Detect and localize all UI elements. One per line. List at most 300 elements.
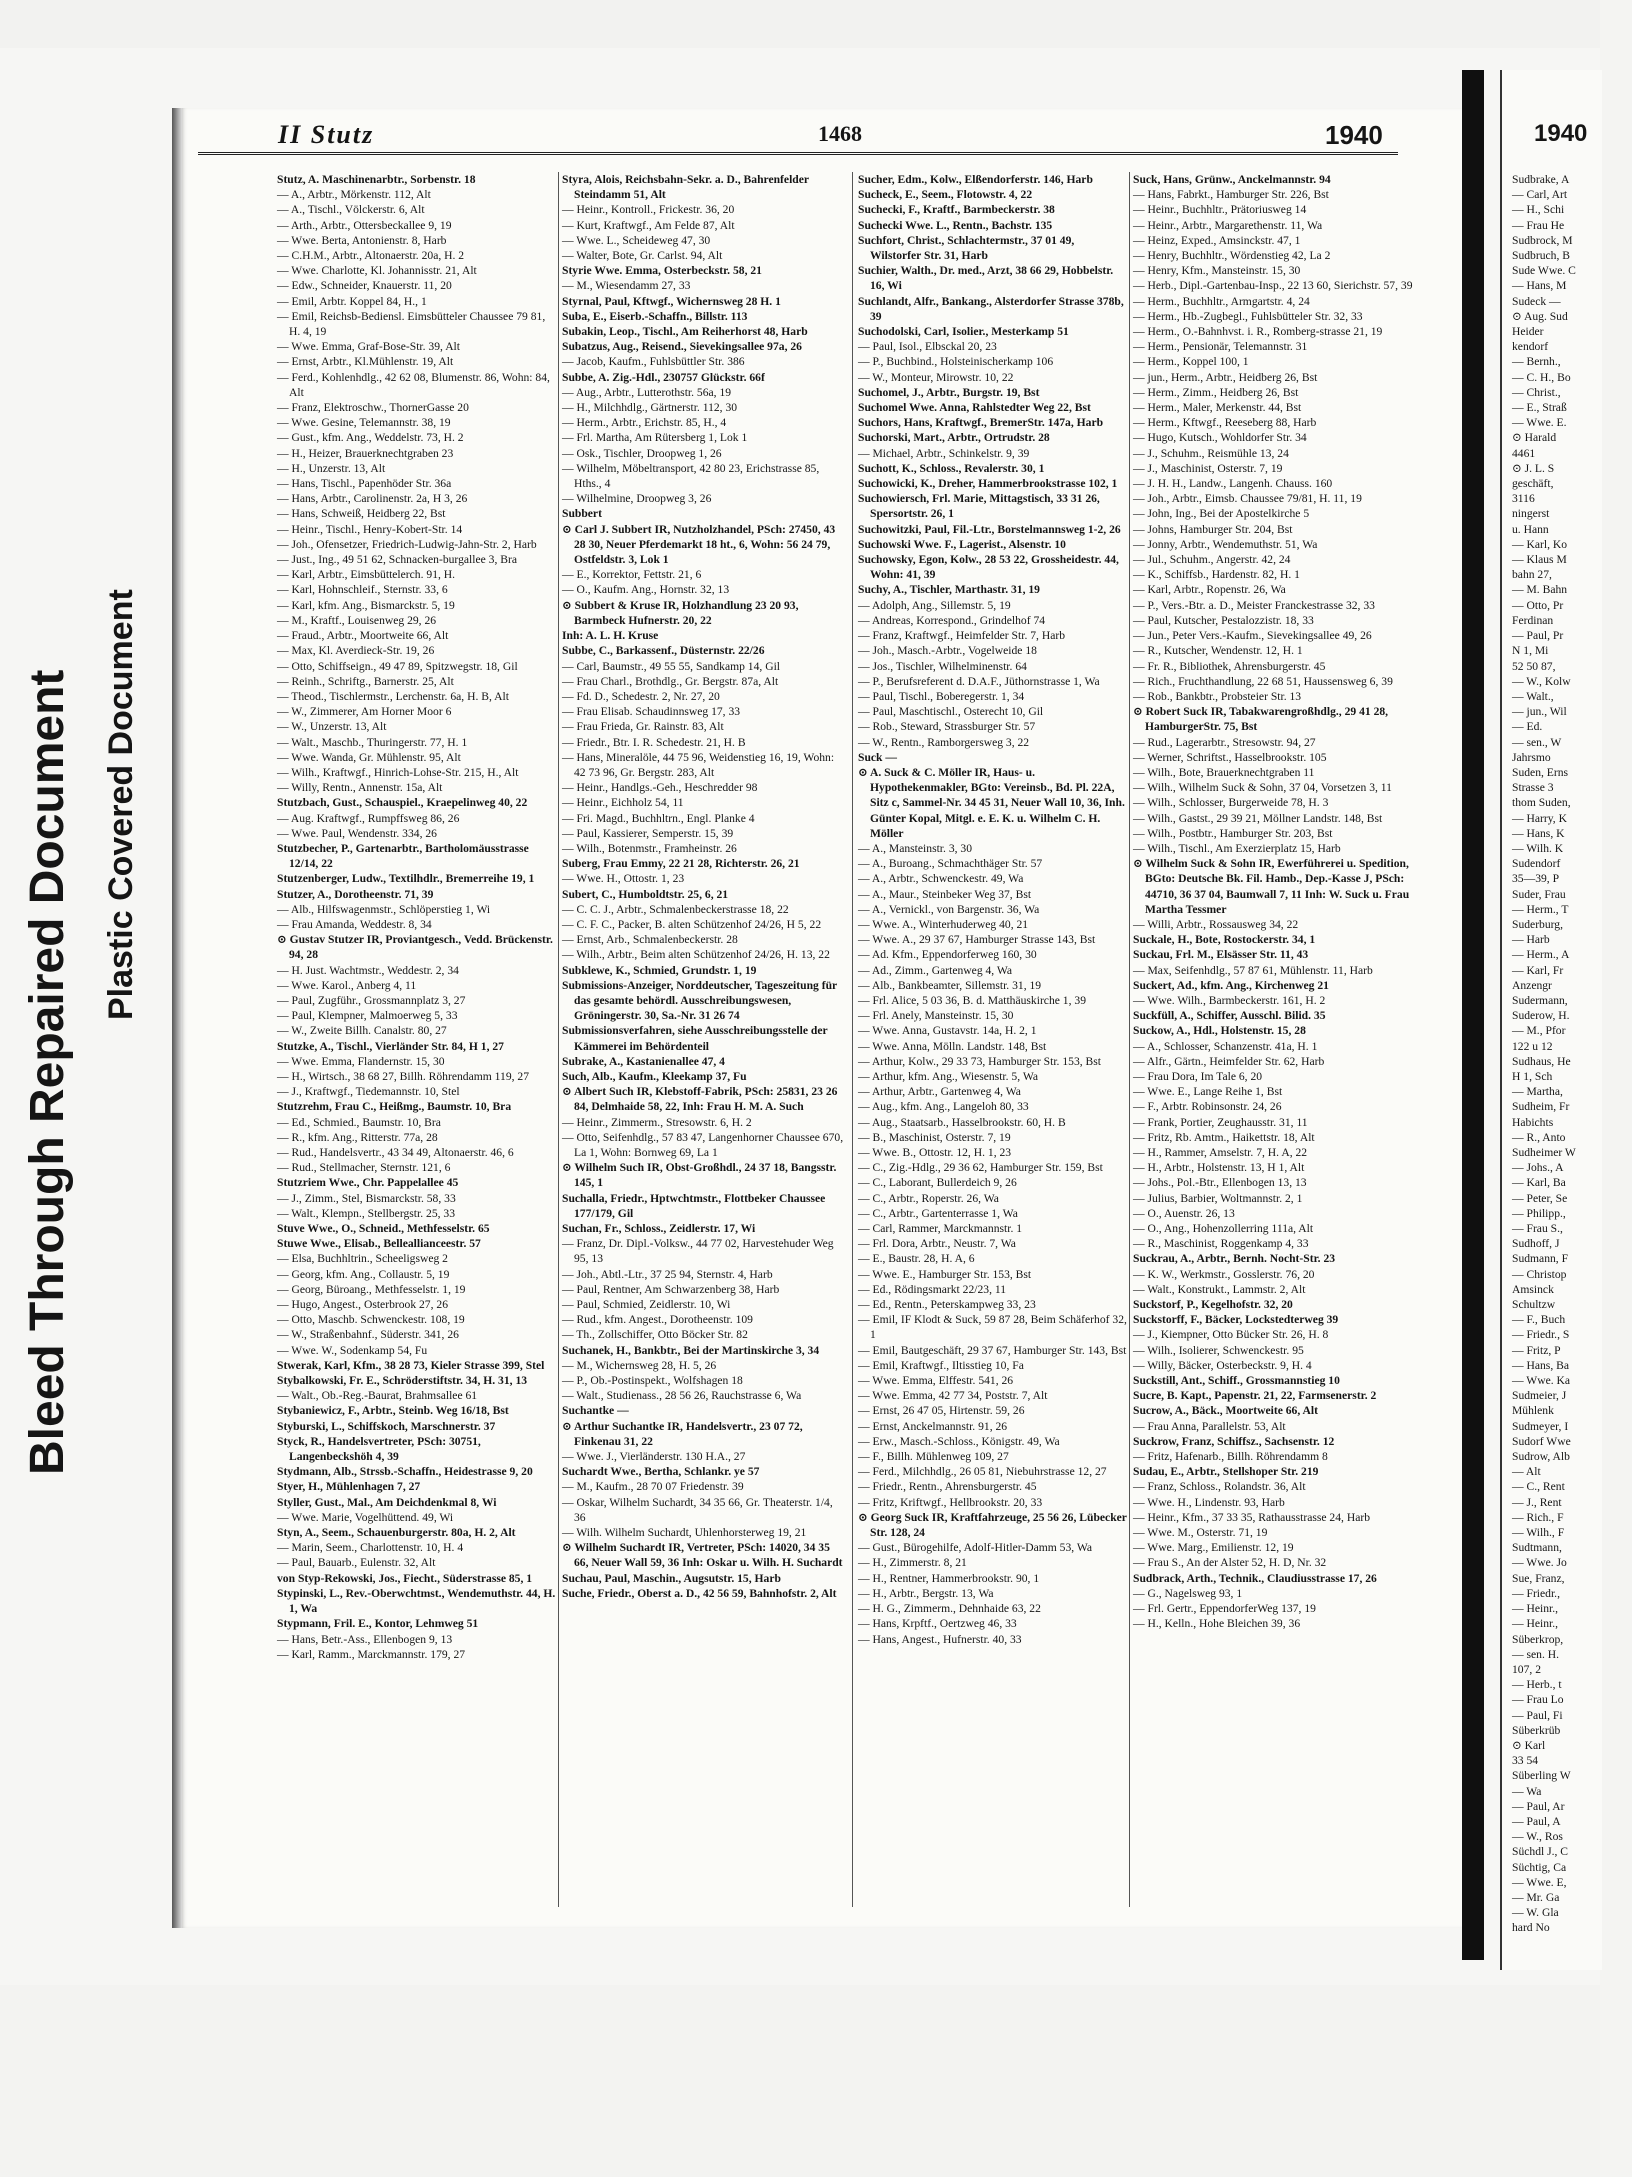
directory-entry: — Hans, Fabrkt., Hamburger Str. 226, Bst (1133, 188, 1329, 202)
directory-entry: — Friedr., Rentn., Ahrensburgerstr. 45 (858, 1480, 1037, 1494)
directory-entry: — Heinr., Kontroll., Frickestr. 36, 20 (562, 203, 735, 217)
directory-entry: — Joh., Arbtr., Eimsb. Chaussee 79/81, H. 11, 19 (1133, 492, 1362, 506)
next-page-entry: — Philipp., (1512, 1206, 1566, 1220)
directory-entry: — Herm., Arbtr., Erichstr. 85, H., 4 (562, 416, 727, 430)
directory-entry: — Werner, Schriftst., Hasselbrookstr. 105 (1133, 750, 1327, 764)
directory-entry: — Reinh., Schriftg., Barnerstr. 25, Alt (277, 674, 454, 688)
directory-entry: — Fraud., Arbtr., Moortweite 66, Alt (277, 629, 449, 643)
directory-entry: — Wilh., Isolierer, Schwenckestr. 95 (1133, 1343, 1304, 1357)
directory-entry: — Wwe. H., Lindenstr. 93, Harb (1133, 1495, 1285, 1509)
directory-entry: — Walt., Klempn., Stellbergstr. 25, 33 (277, 1206, 456, 1220)
directory-entry: — Aug., Arbtr., Lutterothstr. 56a, 19 (562, 385, 732, 399)
next-page-entry: geschäft, (1512, 477, 1554, 491)
directory-entry: — Wilh., Tischl., Am Exerzierplatz 15, Harb (1133, 841, 1341, 855)
directory-entry: — Adolph, Ang., Sillemstr. 5, 19 (858, 598, 1011, 612)
directory-entry: — Hugo, Kutsch., Wohldorfer Str. 34 (1133, 431, 1307, 445)
directory-entry: — Wwe. Emma, Flandernstr. 15, 30 (277, 1054, 445, 1068)
directory-entry: — Fritz, Kriftwgf., Hellbrookstr. 20, 33 (858, 1495, 1043, 1509)
directory-entry: — Edw., Schneider, Knauerstr. 11, 20 (277, 279, 452, 293)
next-page-entry: — Wilh., F (1512, 1526, 1565, 1540)
directory-entry: — Rud., Handelsvertr., 43 34 49, Altonaerstr. 46, 6 (277, 1146, 514, 1159)
directory-entry: — Frau Charl., Brothdlg., Gr. Bergstr. 87a, Alt (562, 674, 779, 688)
directory-entry: Styburski, L., Schiffskoch, Marschnerstr. 37 (277, 1419, 496, 1433)
column-divider (558, 172, 559, 1907)
next-page-entry: — Klaus M (1512, 553, 1567, 567)
directory-entry: — Willi, Arbtr., Rossausweg 34, 22 (1133, 917, 1299, 931)
directory-entry: von Styp-Rekowski, Jos., Fiecht., Süderstrasse 85, 1 (277, 1571, 533, 1585)
directory-entry: — Emil, Reichsb-Bediensl. Eimsbütteler Chaussee 79 81, H. 4, 19 (277, 309, 546, 339)
directory-entry: — Wilh., Kraftwgf., Hinrich-Lohse-Str. 215, H., Alt (277, 765, 519, 779)
next-page-entry: — Hans, Ba (1512, 1358, 1569, 1372)
directory-entry: — H., Milchhdlg., Gärtnerstr. 112, 30 (562, 401, 738, 415)
directory-entry: Stutzer, A., Dorotheenstr. 71, 39 (277, 887, 434, 901)
directory-entry: Subbe, C., Barkassenf., Düsternstr. 22/26 (562, 644, 765, 658)
next-page-entry: — E., Straß (1512, 401, 1567, 415)
side-labels (0, 260, 175, 1475)
next-page-entry: Jahrsmo (1512, 750, 1551, 764)
next-page-entry: thom Suden, (1512, 796, 1571, 810)
directory-entry: — E., Baustr. 28, H. A, 6 (858, 1252, 975, 1266)
directory-entry: — Paul, Schmied, Zeidlerstr. 10, Wi (562, 1298, 731, 1312)
directory-entry: — A., Buroang., Schmachthäger Str. 57 (858, 857, 1043, 871)
directory-entry: — Henry, Kfm., Mansteinstr. 15, 30 (1133, 264, 1301, 278)
directory-entry: — Franz, Elektroschw., ThornerGasse 20 (277, 401, 469, 415)
directory-entry: Styra, Alois, Reichsbahn-Sekr. a. D., Bahrenfelder Steindamm 51, Alt (562, 173, 809, 202)
next-page-entry: Sudmann, F (1512, 1252, 1569, 1266)
directory-entry: Suchowitzki, Paul, Fil.-Ltr., Borstelmannsweg 1-2, 26 (858, 522, 1121, 536)
directory-entry: — Frl. Gertr., EppendorferWeg 137, 19 (1133, 1602, 1316, 1616)
directory-column-1 (277, 172, 557, 1907)
directory-entry: — Herm., Kftwgf., Reeseberg 88, Harb (1133, 416, 1317, 430)
next-page-entry: Sudtmann, (1512, 1541, 1562, 1555)
next-page-entry: — Herb., t (1512, 1678, 1562, 1692)
directory-entry: — A., Maur., Steinbeker Weg 37, Bst (858, 887, 1032, 901)
directory-entry: ⊙ Wilhelm Such IR, Obst-Großhdl., 24 37 18, Bangsstr. 145, 1 (562, 1161, 837, 1190)
directory-entry: — Wwe. Berta, Antonienstr. 8, Harb (277, 233, 447, 247)
directory-entry: — M., Wiesendamm 27, 33 (562, 279, 691, 293)
directory-entry: Subatzus, Aug., Reisend., Sievekingsallee 97a, 26 (562, 340, 802, 354)
directory-entry: — Heinr., Zimmerm., Stresowstr. 6, H. 2 (562, 1115, 752, 1129)
directory-entry: — Johs., Pol.-Btr., Ellenbogen 13, 13 (1133, 1176, 1307, 1190)
directory-entry: — A., Mansteinstr. 3, 30 (858, 841, 973, 855)
next-page-entry: — Karl, Ba (1512, 1176, 1566, 1190)
directory-entry: ⊙ A. Suck & C. Möller IR, Haus- u. Hypothekenmakler, BGto: Vereinsb., Bd. Pl. 22A, Sitz c, Sammel-Nr. 34 45 31, Neuer Wall 10, 36, Inh. Günter Kopal, Mitgl. e. E. K. u. Wilhelm C. H. Möller (858, 765, 1125, 840)
directory-entry: — Wwe. Anna, Mölln. Landstr. 148, Bst (858, 1039, 1047, 1053)
directory-entry: — Joh., Abtl.-Ltr., 37 25 94, Sternstr. 4, Harb (562, 1267, 773, 1281)
directory-entry: — Paul, Kutscher, Pestalozzistr. 18, 33 (1133, 613, 1314, 627)
directory-entry: — Walt., Ob.-Reg.-Baurat, Brahmsallee 61 (277, 1389, 478, 1403)
directory-entry: — Aug., Staatsarb., Hasselbrookstr. 60, H. B (858, 1115, 1066, 1129)
directory-entry: — F., Billh. Mühlenweg 109, 27 (858, 1450, 1009, 1464)
next-page-column (1512, 172, 1632, 1935)
next-page-entry: — Christ., (1512, 385, 1561, 399)
directory-entry: — Herm., O.-Bahnhvst. i. R., Romberg-strasse 21, 19 (1133, 325, 1383, 339)
directory-entry: — H., Rammer, Amselstr. 7, H. A, 22 (1133, 1146, 1308, 1159)
directory-entry: Suchanek, H., Bankbtr., Bei der Martinskirche 3, 34 (562, 1343, 820, 1357)
next-page-entry: Habichts (1512, 1115, 1554, 1129)
plastic-covered-label: Plastic Covered Document (102, 589, 140, 1020)
directory-entry: — Kurt, Kraftwgf., Am Felde 87, Alt (562, 218, 735, 232)
directory-entry: — Wwe. B., Ottostr. 12, H. 1, 23 (858, 1146, 1012, 1159)
directory-entry: — P., Ob.-Postinspekt., Wolfshagen 18 (562, 1374, 743, 1388)
directory-entry: Suckale, H., Bote, Rostockerstr. 34, 1 (1133, 933, 1316, 947)
next-page-entry: — R., Anto (1512, 1130, 1566, 1144)
next-page-entry: — Herm., T (1512, 902, 1569, 916)
next-page-entry: Sudhaus, He (1512, 1054, 1571, 1068)
directory-entry: Suchy, A., Tischler, Marthastr. 31, 19 (858, 583, 1040, 597)
directory-entry: — Ad. Kfm., Eppendorferweg 160, 30 (858, 948, 1037, 962)
next-page-entry: — Hans, K (1512, 826, 1565, 840)
next-page-entry: — sen. H. (1512, 1647, 1560, 1661)
directory-entry: — Wwe. Wanda, Gr. Mühlenstr. 95, Alt (277, 750, 461, 764)
column-divider (1129, 172, 1130, 1907)
next-page-entry: Sudeck — (1512, 294, 1561, 308)
directory-entry: — C. F. C., Packer, B. alten Schützenhof 24/26, H 5, 22 (562, 917, 822, 931)
directory-entry: — P., Buchbind., Holsteinischerkamp 106 (858, 355, 1054, 369)
directory-entry: — H., Arbtr., Holstenstr. 13, H 1, Alt (1133, 1161, 1305, 1175)
directory-entry: — Rud., kfm. Angest., Dorotheenstr. 109 (562, 1313, 753, 1327)
directory-entry: — H. Just. Wachtmstr., Weddestr. 2, 34 (277, 963, 459, 977)
directory-entry: — Herm., Koppel 100, 1 (1133, 355, 1249, 369)
directory-entry: — Ernst, Arb., Schmalenbeckerstr. 28 (562, 933, 738, 947)
directory-entry: Suchlandt, Alfr., Bankang., Alsterdorfer Strasse 378b, 39 (858, 294, 1124, 323)
directory-entry: Suckstorf, P., Kegelhofstr. 32, 20 (1133, 1298, 1293, 1312)
next-page-entry: 107, 2 (1512, 1662, 1541, 1676)
scan-top-margin (0, 0, 1600, 48)
next-page-entry: — F., Buch (1512, 1313, 1566, 1327)
directory-entry: ⊙ Robert Suck IR, Tabakwarengroßhdlg., 29 41 28, HamburgerStr. 75, Bst (1133, 705, 1389, 734)
directory-entry: — Jacob, Kaufm., Fuhlsbüttler Str. 386 (562, 355, 745, 369)
directory-entry: Submissionsverfahren, siehe Ausschreibungsstelle der Kämmerei im Behördenteil (562, 1024, 828, 1053)
next-page-entry: — Wa (1512, 1784, 1542, 1798)
directory-entry: — K. W., Werkmstr., Gosslerstr. 76, 20 (1133, 1267, 1315, 1281)
directory-entry: Suchodolski, Carl, Isolier., Mesterkamp 51 (858, 325, 1069, 339)
directory-entry: — Wwe. Marie, Vogelhüttend. 49, Wi (277, 1510, 454, 1524)
directory-entry: — R., Kutscher, Wendenstr. 12, H. 1 (1133, 644, 1303, 658)
directory-entry: — O., Auenstr. 26, 13 (1133, 1206, 1235, 1220)
directory-entry: — Osk., Tischler, Droopweg 1, 26 (562, 446, 722, 460)
page-gutter (1462, 70, 1484, 1960)
directory-entry: — Hans, Betr.-Ass., Ellenbogen 9, 13 (277, 1632, 453, 1646)
directory-entry: — P., Vers.-Btr. a. D., Meister Franckestrasse 32, 33 (1133, 598, 1375, 612)
next-page-entry: — H., Schi (1512, 203, 1565, 217)
directory-entry: — G., Nagelsweg 93, 1 (1133, 1586, 1243, 1600)
directory-entry: — Max, Kl. Averdieck-Str. 19, 26 (277, 644, 435, 658)
directory-entry: Subbe, A. Zig.-Hdl., 230757 Glückstr. 66f (562, 370, 765, 384)
directory-entry: — Frau Amanda, Weddestr. 8, 34 (277, 917, 432, 931)
directory-column-4 (1133, 172, 1423, 1907)
directory-entry: Suchowiersch, Frl. Marie, Mittagstisch, 33 31 26, Spersortstr. 26, 1 (858, 492, 1100, 521)
directory-entry: Inh: A. L. H. Kruse (562, 629, 659, 643)
next-page-entry: kendorf (1512, 340, 1549, 354)
directory-entry: Suckrow, Franz, Schiffsz., Sachsenstr. 12 (1133, 1434, 1335, 1448)
directory-entry: — Herm., Hb.-Zugbegl., Fuhlsbütteler Str. 32, 33 (1133, 309, 1363, 323)
next-page-entry: — Wilh. K (1512, 841, 1564, 855)
directory-entry: — Arthur, kfm. Ang., Wiesenstr. 5, Wa (858, 1069, 1038, 1083)
directory-entry: — J., Schuhm., Reismühle 13, 24 (1133, 446, 1289, 460)
directory-entry: — Wilh., Bote, Brauerknechtgraben 11 (1133, 765, 1315, 779)
directory-entry: — Heinr., Tischl., Henry-Kobert-Str. 14 (277, 522, 463, 536)
directory-entry: — Hans, Krpftf., Oertzweg 46, 33 (858, 1617, 1017, 1631)
next-page-entry: Süberling W (1512, 1769, 1571, 1783)
directory-entry: — Wwe. Karol., Anberg 4, 11 (277, 978, 417, 992)
directory-entry: — Ernst, Arbtr., Kl.Mühlenstr. 19, Alt (277, 355, 454, 369)
next-page-entry: — Alt (1512, 1465, 1541, 1479)
directory-entry: Stybalkowski, Fr. E., Schröderstiftstr. 34, H. 31, 13 (277, 1374, 528, 1388)
next-page-entry: Sudhoff, J (1512, 1237, 1560, 1251)
directory-entry: — Hans, Tischl., Papenhöder Str. 36a (277, 477, 452, 491)
next-page-entry: N 1, Mi (1512, 644, 1549, 658)
directory-entry: — J., Kraftwgf., Tiedemannstr. 10, Stel (277, 1085, 460, 1099)
next-page-entry: Süberkrüb (1512, 1723, 1561, 1737)
next-page-entry: — Paul, Fi (1512, 1708, 1563, 1722)
next-page-entry: — Mr. Ga (1512, 1890, 1560, 1904)
page-header-left: II Stutz (278, 120, 375, 149)
next-page-entry: — Bernh., (1512, 355, 1561, 369)
directory-entry: — Hans, Arbtr., Carolinenstr. 2a, H 3, 26 (277, 492, 468, 506)
next-page-entry: Suder, Frau (1512, 887, 1566, 901)
directory-entry: — Hans, Schweiß, Heidberg 22, Bst (277, 507, 446, 521)
directory-entry: ⊙ Carl J. Subbert IR, Nutzholzhandel, PSch: 27450, 43 28 30, Neuer Pferdemarkt 18 ht., 6, Wohn: 56 24 79, Ostfeldstr. 3, Lok 1 (562, 522, 836, 567)
next-page-entry: — Friedr., (1512, 1586, 1560, 1600)
directory-entry: — R., Maschinist, Roggenkamp 4, 33 (1133, 1237, 1309, 1251)
directory-entry: — Otto, Schiffseign., 49 47 89, Spitzwegstr. 18, Gil (277, 659, 518, 673)
page-binding-shadow (172, 108, 182, 1928)
directory-entry: Suchier, Walth., Dr. med., Arzt, 38 66 29, Hobbelstr. 16, Wi (858, 264, 1114, 293)
directory-entry: — W., Straßenbahnf., Süderstr. 341, 26 (277, 1328, 459, 1342)
directory-entry: — R., kfm. Ang., Ritterstr. 77a, 28 (277, 1130, 438, 1144)
directory-entry: — Paul, Rentner, Am Schwarzenberg 38, Harb (562, 1282, 780, 1296)
directory-entry: — J., Maschinist, Osterstr. 7, 19 (1133, 461, 1283, 475)
directory-entry: — Frl. Martha, Am Rütersberg 1, Lok 1 (562, 431, 748, 445)
directory-entry: — Joh., Ofensetzer, Friedrich-Ludwig-Jahn-Str. 2, Harb (277, 537, 537, 551)
directory-entry: — Emil, Bautgeschäft, 29 37 67, Hamburger Str. 143, Bst (858, 1343, 1127, 1357)
directory-entry: — W., Monteur, Mirowstr. 10, 22 (858, 370, 1014, 384)
next-page-entry: — Johs., A (1512, 1161, 1564, 1175)
next-page-entry: — Fritz, P (1512, 1343, 1561, 1357)
directory-entry: Stuwe Wwe., Elisab., Belleallianceestr. 57 (277, 1237, 481, 1251)
directory-entry: — Herm., Pensionär, Telemannstr. 31 (1133, 340, 1308, 354)
next-page-entry: ⊙ Aug. Sud (1512, 309, 1568, 323)
next-page-entry: hard No (1512, 1921, 1550, 1935)
directory-entry: Suckert, Ad., kfm. Ang., Kirchenweg 21 (1133, 978, 1329, 992)
directory-entry: — Jonny, Arbtr., Wendemuthstr. 51, Wa (1133, 537, 1318, 551)
directory-entry: — Wwe. M., Osterstr. 71, 19 (1133, 1526, 1268, 1540)
directory-entry: Suckstill, Ant., Schiff., Grossmannstieg 10 (1133, 1374, 1340, 1388)
directory-entry: — Aug., kfm. Ang., Langeloh 80, 33 (858, 1100, 1029, 1114)
directory-entry: Submissions-Anzeiger, Norddeutscher, Tageszeitung für das gesamte behördl. Ausschreibungswesen, Gröningerstr. 30, Sa.-Nr. 31 26 74 (562, 978, 837, 1023)
directory-entry: — Henry, Buchhltr., Wördenstieg 42, La 2 (1133, 249, 1331, 263)
directory-entry: Sucre, B. Kapt., Papenstr. 21, 22, Farmsenerstr. 2 (1133, 1389, 1377, 1403)
directory-column-3 (858, 172, 1128, 1907)
directory-entry: — H., Kelln., Hohe Bleichen 39, 36 (1133, 1617, 1301, 1631)
directory-entry: — Frl. Dora, Arbtr., Neustr. 7, Wa (858, 1237, 1016, 1251)
directory-entry: Suchott, K., Schloss., Revalerstr. 30, 1 (858, 461, 1045, 475)
next-page-entry: Süchtig, Ca (1512, 1860, 1567, 1874)
directory-entry: — C., Zig.-Hdlg., 29 36 62, Hamburger Str. 159, Bst (858, 1161, 1103, 1175)
directory-entry: Suchau, Paul, Maschin., Augsutstr. 15, Harb (562, 1571, 781, 1585)
directory-entry: Suckrau, A., Arbtr., Bernh. Nocht-Str. 23 (1133, 1252, 1336, 1266)
directory-entry: — F., Arbtr. Robinsonstr. 24, 26 (1133, 1100, 1282, 1114)
next-page-entry: — Friedr., S (1512, 1328, 1570, 1342)
directory-entry: — Georg, Büroang., Methfesselstr. 1, 19 (277, 1282, 466, 1296)
next-page-entry: — Ed. (1512, 720, 1543, 734)
directory-entry: — Wilh. Wilhelm Suchardt, Uhlenhorsterweg 19, 21 (562, 1526, 807, 1540)
directory-entry: — H., Rentner, Hammerbrookstr. 90, 1 (858, 1571, 1040, 1585)
directory-entry: — Heinr., Kfm., 37 33 35, Rathausstrasse 24, Harb (1133, 1510, 1370, 1524)
directory-entry: — Fri. Magd., Buchhltrn., Engl. Planke 4 (562, 811, 755, 825)
next-page-entry: 3116 (1512, 492, 1535, 506)
next-page-entry: Sudorf Wwe (1512, 1434, 1571, 1448)
directory-entry: — Wwe. E., Lange Reihe 1, Bst (1133, 1085, 1283, 1099)
directory-entry: — O., Kaufm. Ang., Hornstr. 32, 13 (562, 583, 730, 597)
directory-entry: — C., Arbtr., Roperstr. 26, Wa (858, 1191, 999, 1205)
directory-entry: — Ernst, Anckelmannstr. 91, 26 (858, 1419, 1008, 1433)
directory-entry: Suchalla, Friedr., Hptwchtmstr., Flottbeker Chaussee 177/179, Gil (562, 1191, 826, 1220)
directory-entry: — Carl, Rammer, Marckmannstr. 1 (858, 1222, 1023, 1236)
directory-entry: — Herb., Dipl.-Gartenbau-Insp., 22 13 60, Sierichstr. 57, 39 (1133, 279, 1413, 293)
directory-entry: — Karl, Arbtr., Ropenstr. 26, Wa (1133, 583, 1286, 597)
directory-entry: — Heinr., Buchhltr., Prätoriusweg 14 (1133, 203, 1307, 217)
next-page-entry: Sudheimer W (1512, 1146, 1576, 1159)
directory-entry: — H., Unzerstr. 13, Alt (277, 461, 386, 475)
directory-entry: — M., Kraftf., Louisenweg 29, 26 (277, 613, 437, 627)
directory-entry: — Wwe. Marg., Emilienstr. 12, 19 (1133, 1541, 1294, 1555)
directory-entry: — J. H. H., Landw., Langenh. Chauss. 160 (1133, 477, 1333, 491)
directory-entry: — Wwe. H., Ottostr. 1, 23 (562, 872, 685, 886)
page-header-rule (198, 118, 1398, 155)
directory-entry: — Wwe. J., Vierländerstr. 130 H.A., 27 (562, 1450, 746, 1464)
next-page-entry: — W. Gla (1512, 1906, 1559, 1920)
directory-entry: Styrie Wwe. Emma, Osterbeckstr. 58, 21 (562, 264, 762, 278)
directory-entry: — Frau Elisab. Schaudinnsweg 17, 33 (562, 705, 741, 719)
directory-entry: — Paul, Isol., Elbsckal 20, 23 (858, 340, 997, 354)
directory-entry: — Wilh., Postbtr., Hamburger Str. 203, Bst (1133, 826, 1333, 840)
directory-entry: — Paul, Bauarb., Eulenstr. 32, Alt (277, 1556, 436, 1570)
directory-entry: — Jul., Schuhm., Angerstr. 42, 24 (1133, 553, 1291, 567)
directory-entry: ⊙ Wilhelm Suchardt IR, Vertreter, PSch: 14020, 34 35 66, Neuer Wall 59, 36 Inh: Oskar u. Wilh. H. Suchardt (562, 1541, 843, 1570)
directory-entry: Stutzriem Wwe., Chr. Pappelallee 45 (277, 1176, 459, 1190)
directory-entry: — Fritz, Rb. Amtm., Haikettstr. 18, Alt (1133, 1130, 1315, 1144)
next-page-entry: — Walt., (1512, 689, 1554, 703)
next-page-entry: Sudendorf (1512, 857, 1561, 871)
directory-entry: — M., Kaufm., 28 70 07 Friedenstr. 39 (562, 1480, 744, 1494)
directory-entry: Suckow, A., Hdl., Holstenstr. 15, 28 (1133, 1024, 1306, 1038)
next-page-entry: — Wwe. E. (1512, 416, 1567, 430)
bleed-through-label: Bleed Through Repaired Document (21, 669, 74, 1475)
directory-entry: Subklewe, K., Schmied, Grundstr. 1, 19 (562, 963, 757, 977)
next-page-entry: Sue, Franz, (1512, 1571, 1565, 1585)
directory-entry: Suck, Hans, Grünw., Anckelmannstr. 94 (1133, 173, 1331, 186)
directory-entry: — Emil, IF Klodt & Suck, 59 87 28, Beim Schäferhof 32, 1 (858, 1313, 1127, 1342)
directory-entry: Styer, H., Mühlenhagen 7, 27 (277, 1480, 421, 1494)
scan-bottom-margin (0, 1985, 1600, 2177)
next-page-entry: Suderow, H. (1512, 1009, 1570, 1023)
directory-entry: — E., Korrektor, Fettstr. 21, 6 (562, 568, 702, 582)
directory-entry: Suchfort, Christ., Schlachtermstr., 37 01 49, Wilstorfer Str. 31, Harb (858, 233, 1075, 263)
next-page-entry: Süchdl J., C (1512, 1845, 1569, 1859)
directory-column-2 (562, 172, 847, 1907)
directory-entry: Suberg, Frau Emmy, 22 21 28, Richterstr. 26, 21 (562, 857, 800, 871)
directory-entry: — Paul, Kassierer, Semperstr. 15, 39 (562, 826, 734, 840)
directory-entry: — W., Zimmerer, Am Horner Moor 6 (277, 705, 452, 719)
directory-entry: — Wwe. Anna, Gustavstr. 14a, H. 2, 1 (858, 1024, 1037, 1038)
directory-entry: — Otto, Seifenhdlg., 57 83 47, Langenhorner Chaussee 670, La 1, Wohn: Bornweg 69, La 1 (562, 1130, 844, 1159)
directory-entry: — Walter, Bote, Gr. Carlst. 94, Alt (562, 249, 723, 263)
directory-entry: — Wilh., Botenmstr., Framheinstr. 26 (562, 841, 737, 855)
directory-entry: — Herm., Maler, Merkenstr. 44, Bst (1133, 401, 1302, 415)
directory-entry: ⊙ Albert Such IR, Klebstoff-Fabrik, PSch: 25831, 23 26 84, Delmhaide 58, 22, Inh: Frau H. M. A. Such (562, 1085, 838, 1114)
directory-entry: — Wwe. A., 29 37 67, Hamburger Strasse 143, Bst (858, 933, 1096, 947)
directory-entry: — Wilhelm, Möbeltransport, 42 80 23, Erichstrasse 85, Hths., 4 (562, 461, 820, 491)
directory-entry: — Fr. R., Bibliothek, Ahrensburgerstr. 45 (1133, 659, 1326, 673)
directory-entry: Stydmann, Alb., Strssb.-Schaffn., Heidestrasse 9, 20 (277, 1465, 533, 1479)
directory-entry: — Marin, Seem., Charlottenstr. 10, H. 4 (277, 1541, 464, 1555)
next-page-entry: H 1, Sch (1512, 1069, 1553, 1083)
directory-entry: — Walt., Studienass., 28 56 26, Rauchstrasse 6, Wa (562, 1389, 802, 1403)
directory-entry: — Karl, Ramm., Marckmannstr. 179, 27 (277, 1647, 466, 1661)
directory-entry: ⊙ Gustav Stutzer IR, Proviantgesch., Vedd. Brückenstr. 94, 28 (277, 933, 553, 962)
directory-entry: ⊙ Arthur Suchantke IR, Handelsvertr., 23 07 72, Finkenau 31, 22 (562, 1419, 803, 1448)
next-page-entry: 35—39, P (1512, 872, 1560, 886)
directory-entry: Suchecki Wwe. L., Rentn., Bachstr. 135 (858, 218, 1053, 232)
next-page-entry: 33 54 (1512, 1754, 1539, 1768)
directory-entry: — Paul, Klempner, Malmoerweg 5, 33 (277, 1009, 458, 1023)
next-page-entry: Schultzw (1512, 1298, 1556, 1312)
directory-entry: Sucrow, A., Bäck., Moortweite 66, Alt (1133, 1404, 1318, 1418)
directory-entry: Styrnal, Paul, Kftwgf., Wichernsweg 28 H. 1 (562, 294, 781, 308)
next-page-entry: Sudrow, Alb (1512, 1450, 1570, 1464)
directory-entry: Stypmann, Fril. E., Kontor, Lehmweg 51 (277, 1617, 479, 1631)
directory-entry: Suckfüll, A., Schiffer, Ausschl. Bilid. 35 (1133, 1009, 1326, 1023)
directory-entry: — Frau S., An der Alster 52, H. D, Nr. 32 (1133, 1556, 1327, 1570)
directory-entry: — A., Vernickl., von Bargenstr. 36, Wa (858, 902, 1040, 916)
directory-entry: — Frau Anna, Parallelstr. 53, Alt (1133, 1419, 1286, 1433)
directory-entry: ⊙ Wilhelm Suck & Sohn IR, Ewerführerei u. Spedition, BGto: Deutsche Bk. Fil. Hamb., Dep.-Kasse J, PSch: 44710, 36 37 04, Baumwall 7, 11 Inh: W. Suck u. Frau Martha Tessmer (1133, 857, 1410, 916)
next-page-entry: — Heinr., (1512, 1617, 1559, 1631)
directory-entry: — Ferd., Kohlenhdlg., 42 62 08, Blumenstr. 86, Wohn: 84, Alt (277, 370, 550, 399)
directory-entry: — Hans, Mineralöle, 44 75 96, Weidenstieg 16, 19, Wohn: 42 73 96, Gr. Bergstr. 283, Alt (562, 750, 835, 779)
directory-entry: — Ferd., Milchhdlg., 26 05 81, Niebuhrstrasse 12, 27 (858, 1465, 1107, 1479)
directory-entry: — A., Schlosser, Schanzenstr. 41a, H. 1 (1133, 1039, 1318, 1053)
directory-entry: — Wwe. Gesine, Telemannstr. 38, 19 (277, 416, 451, 430)
directory-entry: — Wwe. Charlotte, Kl. Johannisstr. 21, Alt (277, 264, 477, 278)
directory-entry: Subbert (562, 507, 602, 521)
next-page-entry: — M. Bahn (1512, 583, 1568, 597)
directory-entry: — J., Kiempner, Otto Bücker Str. 26, H. 8 (1133, 1328, 1329, 1342)
next-page-entry: — Christop (1512, 1267, 1567, 1281)
column-divider (852, 172, 853, 1907)
directory-entry: Suchantke — (562, 1404, 629, 1418)
next-page-entry: — Peter, Se (1512, 1191, 1568, 1205)
directory-entry: Stwerak, Karl, Kfm., 38 28 73, Kieler Strasse 399, Stel (277, 1358, 545, 1372)
directory-entry: — Wilh., Gastst., 29 39 21, Möllner Landstr. 148, Bst (1133, 811, 1383, 825)
directory-entry: — Wwe. L., Scheideweg 47, 30 (562, 233, 711, 247)
directory-entry: — Frank, Portier, Zeughausstr. 31, 11 (1133, 1115, 1308, 1129)
directory-entry: Sucher, Edm., Kolw., Elßendorferstr. 146, Harb (858, 173, 1093, 186)
directory-entry: — Ed., Rödingsmarkt 22/23, 11 (858, 1282, 1007, 1296)
directory-entry: — Fritz, Hafenarb., Billh. Röhrendamm 8 (1133, 1450, 1328, 1464)
directory-entry: Stutz, A. Maschinenarbtr., Sorbenstr. 18 (277, 173, 476, 186)
directory-entry: — Wwe. A., Winterhuderweg 40, 21 (858, 917, 1029, 931)
directory-entry: — Georg, kfm. Ang., Collaustr. 5, 19 (277, 1267, 450, 1281)
next-page-entry: — Herm., A (1512, 948, 1570, 962)
next-page-entry: — Paul, Ar (1512, 1799, 1565, 1813)
directory-entry: — Rud., Lagerarbtr., Stresowstr. 94, 27 (1133, 735, 1316, 749)
next-page-entry: 4461 (1512, 446, 1536, 460)
directory-entry: Styn, A., Seem., Schauenburgerstr. 80a, H. 2, Alt (277, 1526, 516, 1540)
next-page-entry: — W., Ros (1512, 1830, 1563, 1844)
